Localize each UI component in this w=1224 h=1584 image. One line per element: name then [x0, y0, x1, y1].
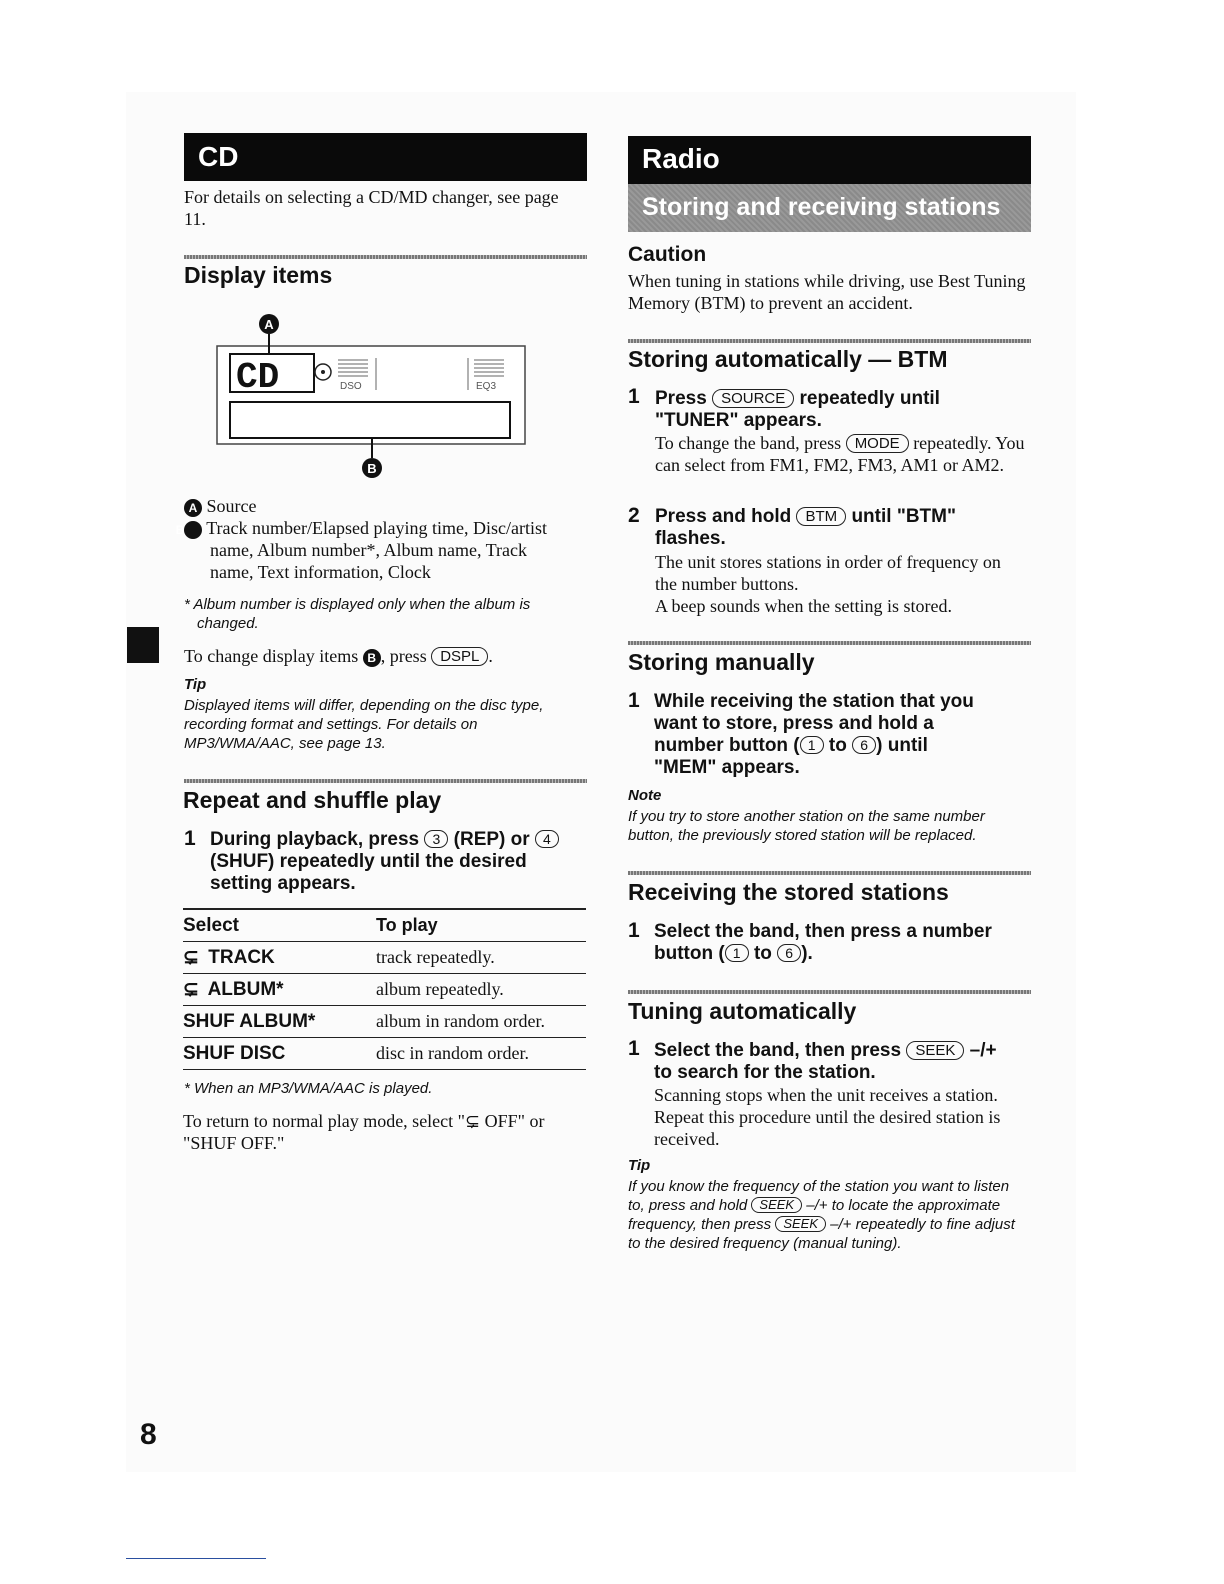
- lcd-text-area: [230, 402, 510, 438]
- repeat-shuffle-heading: Repeat and shuffle play: [183, 787, 442, 813]
- step-number: 1: [184, 827, 196, 850]
- legend-item-track: [175, 517, 574, 583]
- legend-source-text: Source: [206, 496, 257, 516]
- cd-intro-text: For details on selecting a CD/MD changer, see page 11.: [184, 187, 559, 229]
- table-cell-play: album repeatedly.: [376, 974, 586, 1006]
- step-line2-post: ).: [801, 943, 813, 964]
- table-cell-select: SHUF ALBUM*: [183, 1006, 376, 1038]
- table-header-play: To play: [376, 909, 586, 942]
- step-line2: "TUNER" appears.: [655, 410, 822, 431]
- step-line1: Select the band, then press a number: [654, 921, 992, 942]
- button-4[interactable]: 4: [535, 830, 559, 848]
- table-cell-select: [183, 974, 376, 1006]
- select-value: TRACK: [208, 947, 275, 968]
- step-number: 1: [628, 385, 640, 408]
- bottom-rule: [126, 1558, 266, 1559]
- play-mode-table: [183, 908, 586, 1070]
- step-post: until "BTM": [851, 506, 956, 527]
- step-line4: "MEM" appears.: [654, 757, 800, 778]
- display-items-heading: Display items: [184, 262, 333, 288]
- receiving-step-instruction: [654, 921, 1030, 965]
- cd-section-bar: CD: [184, 133, 587, 181]
- step-to: to: [828, 735, 847, 756]
- step-line2: to search for the station.: [654, 1062, 876, 1083]
- repeat-step-instruction: [210, 829, 580, 895]
- tip-post: –/+ repeatedly to fine adjust to the desired frequency (manual tuning).: [628, 1216, 1015, 1252]
- receiving-heading: Receiving the stored stations: [628, 879, 949, 905]
- svg-text:B: B: [367, 461, 377, 476]
- step-line1: While receiving the station that you: [654, 691, 974, 712]
- step-post: repeatedly until: [799, 388, 940, 409]
- step-line2: want to store, press and hold a: [654, 713, 934, 734]
- btm-step2-instruction: [655, 506, 1027, 550]
- seek-button[interactable]: SEEK: [751, 1197, 802, 1213]
- step-line3-pre: number button (: [654, 735, 800, 756]
- tip-pre: If you know the frequency of the station you want to listen to, press and hold: [628, 1178, 1010, 1214]
- step-line3-post: ) until: [876, 735, 928, 756]
- step-post: (SHUF) repeatedly until the desired setting appears.: [210, 851, 527, 894]
- step-line2-pre: button (: [654, 943, 725, 964]
- thumb-index-tab: [127, 627, 159, 663]
- btm-step2-description: The unit stores stations in order of frequency on the number buttons.: [655, 552, 1001, 594]
- page-number: 8: [140, 1418, 157, 1451]
- seek-button[interactable]: SEEK: [906, 1041, 964, 1060]
- table-cell-select: SHUF DISC: [183, 1038, 376, 1070]
- storing-manually-heading: Storing manually: [628, 649, 815, 675]
- divider: [184, 255, 587, 259]
- btm-step1-description: [655, 432, 1025, 476]
- lcd-display-drawing: [216, 312, 528, 482]
- step-number: 1: [628, 689, 640, 712]
- note-heading: Note: [628, 787, 662, 804]
- step-number: 1: [628, 1037, 640, 1060]
- repeat-icon: ⊊: [183, 979, 199, 1000]
- step-mid: (REP) or: [453, 829, 530, 850]
- tip-mid: –/+ to locate the approximate frequency, then press: [628, 1197, 1001, 1233]
- step-post: –/+: [969, 1040, 997, 1061]
- table-row: [183, 942, 586, 974]
- manual-step-instruction: [654, 691, 1028, 779]
- step-number: 2: [628, 504, 640, 527]
- table-cell-play: disc in random order.: [376, 1038, 586, 1070]
- change-text-post: .: [488, 646, 493, 666]
- btm-step1-instruction: [655, 388, 1027, 432]
- badge-b: B: [184, 521, 202, 539]
- lcd-source-text: CD: [236, 357, 280, 398]
- table-cell-select: [183, 942, 376, 974]
- table-cell-play: album in random order.: [376, 1006, 586, 1038]
- table-cell-play: track repeatedly.: [376, 942, 586, 974]
- table-row: [183, 974, 586, 1006]
- return-normal-text: To return to normal play mode, select "⊊ OFF" or "SHUF OFF.": [183, 1111, 545, 1153]
- legend-track-text: Track number/Elapsed playing time, Disc/artist name, Album number*, Album name, Track name, Text information, Clock: [206, 518, 547, 582]
- divider: [628, 641, 1031, 645]
- table-header-select: Select: [183, 909, 376, 942]
- source-button[interactable]: SOURCE: [712, 389, 794, 408]
- tuning-heading: Tuning automatically: [628, 998, 857, 1024]
- button-6[interactable]: 6: [852, 736, 876, 754]
- radio-section-bar: Radio: [628, 136, 1031, 184]
- btm-step2-beep: A beep sounds when the setting is stored.: [655, 596, 952, 616]
- lcd-eq3-label: EQ3: [476, 381, 497, 392]
- step-number: 1: [628, 919, 640, 942]
- table-header-row: [183, 909, 586, 942]
- select-value: ALBUM*: [207, 979, 284, 1000]
- step-pre: Press: [655, 388, 707, 409]
- btm-heading: Storing automatically — BTM: [628, 346, 948, 372]
- button-3[interactable]: 3: [424, 830, 448, 848]
- step-pre: Select the band, then press: [654, 1040, 902, 1061]
- storing-receiving-bar: Storing and receiving stations: [628, 184, 1031, 232]
- tuning-description: Scanning stops when the unit receives a station. Repeat this procedure until the desired station is received.: [654, 1085, 1001, 1149]
- desc-post: repeatedly. You can select from FM1, FM2, FM3, AM1 or AM2.: [655, 433, 1025, 475]
- btm-button[interactable]: BTM: [796, 507, 846, 526]
- note-text: If you try to store another station on the same number button, the previously stored station will be replaced.: [628, 808, 985, 844]
- lcd-dso-label: DSO: [340, 381, 362, 392]
- desc-pre: To change the band, press: [655, 433, 842, 453]
- table-row: [183, 1006, 586, 1038]
- step-pre: Press and hold: [655, 506, 792, 527]
- divider: [628, 339, 1031, 343]
- divider: [628, 990, 1031, 994]
- legend-item-source: [184, 495, 584, 517]
- lcd-display-illustration: [216, 312, 528, 482]
- change-text-mid: , press: [380, 646, 427, 666]
- badge-a: A: [184, 499, 202, 517]
- dspl-button[interactable]: DSPL: [431, 647, 488, 666]
- step-line2: flashes.: [655, 528, 726, 549]
- step-pre: During playback, press: [210, 829, 420, 850]
- divider: [184, 779, 587, 783]
- repeat-icon: ⊊: [183, 947, 199, 968]
- mode-button[interactable]: MODE: [846, 434, 909, 453]
- button-1[interactable]: 1: [800, 736, 824, 754]
- tip-heading: Tip: [184, 676, 207, 693]
- seek-button[interactable]: SEEK: [775, 1216, 826, 1232]
- table-row: [183, 1038, 586, 1070]
- change-text-pre: To change display items: [184, 646, 359, 666]
- change-display-text: [184, 645, 584, 667]
- tuning-step-instruction: [654, 1040, 1030, 1084]
- mp3-footnote: * When an MP3/WMA/AAC is played.: [184, 1080, 433, 1097]
- tuning-tip-text: [628, 1177, 1028, 1253]
- tip-heading: Tip: [628, 1157, 651, 1174]
- tip-text: Displayed items will differ, depending on the disc type, recording format and settings. For details on MP3/WMA/AAC, see page 13.: [184, 697, 544, 752]
- svg-text:A: A: [264, 317, 274, 332]
- button-6[interactable]: 6: [777, 944, 801, 962]
- step-to: to: [753, 943, 772, 964]
- button-1[interactable]: 1: [725, 944, 749, 962]
- divider: [628, 871, 1031, 875]
- badge-b-inline: B: [363, 649, 381, 667]
- caution-heading: Caution: [628, 243, 707, 266]
- caution-text: When tuning in stations while driving, use Best Tuning Memory (BTM) to prevent an accident.: [628, 271, 1026, 313]
- album-number-footnote: * Album number is displayed only when the album is changed.: [184, 596, 531, 632]
